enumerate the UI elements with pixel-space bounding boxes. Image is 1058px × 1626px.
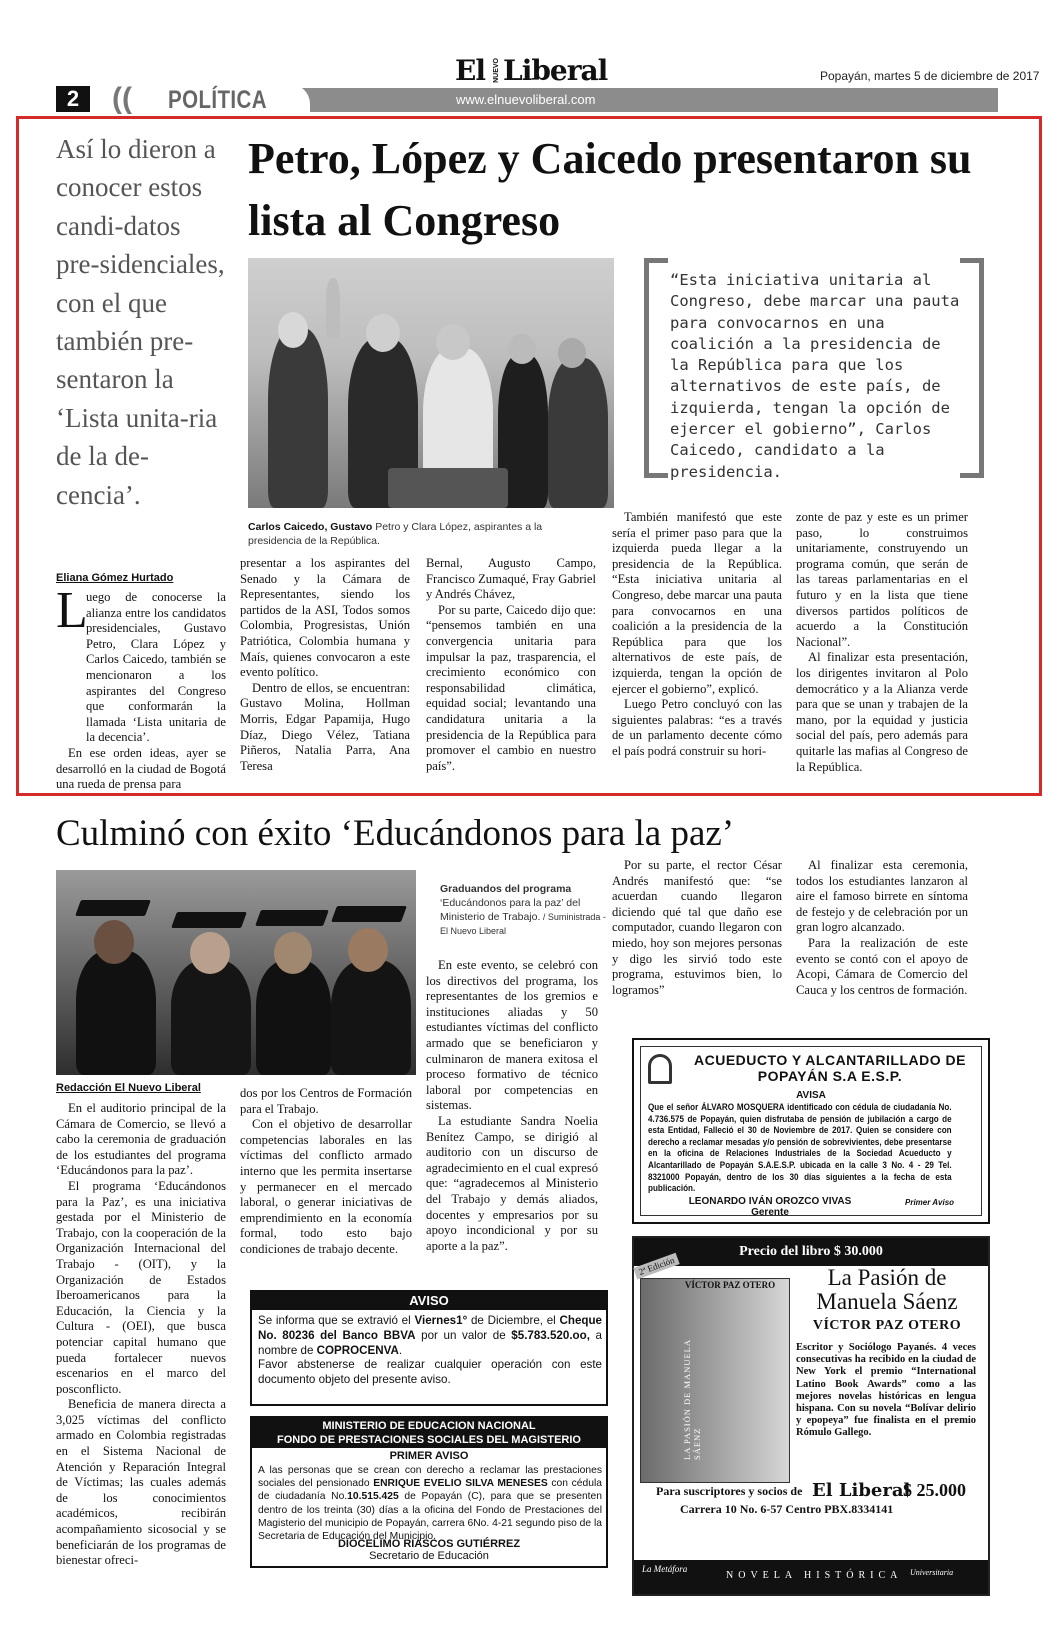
article2-headline: Culminó con éxito ‘Educándonos para la paz’ [56,813,735,854]
article1-column-3: Bernal, Augusto Campo, Francisco Zumaqué, Fray Gabriel y Andrés Chávez, Por su parte, Caicedo dijo que: “pensemos también en una convergencia unitaria para impulsar la paz, trasparencia, el crecimiento económico con responsabilidad climática, equidad social; levantando una candidatura unitaria a la presidencia de la República para promover el cambio en nuestro país”. [426,556,596,773]
book-cover-image [640,1278,790,1483]
publisher-logo-left: La Metáfora [642,1564,688,1574]
acueducto-title: ACUEDUCTO Y ALCANTARILLADO DE POPAYÁN S.A E.S.P. [694,1052,966,1084]
book-cover-author: VÍCTOR PAZ OTERO [684,1280,776,1290]
acueducto-aviso: AVISA [796,1090,826,1101]
book-subscriber-price: $ 25.000 [903,1480,966,1500]
article2-column-4: Por su parte, el rector César Andrés manifestó que: “se acuerdan cuando llegaron diciendo qué tal que daño ese computador, cuando llegaron con miedo, hoy son mejores personas y digo les sirvió todo este programa, estuvimos bien, lo logramos” [612,858,782,997]
logo-liberal: Liberal [503,54,608,87]
ministerio-subtitle: PRIMER AVISO [389,1450,469,1462]
article1-photo [248,258,614,508]
section-name: POLÍTICA [168,86,267,114]
article2-photo-caption: Graduandos del programa ‘Educándonos para la paz’ del Ministerio de Trabajo. / Suministrada - El Nuevo Liberal [440,883,606,936]
article2-column-2: dos por los Centros de Formación para el Trabajo. Con el objetivo de desarrollar competencias laborales en las víctimas del conflicto armado interno que les permita insertarse y permanecer en el mercado laboral, o generar iniciativas de emprendimiento en la economía formal, todo esto bajo condiciones de trabajo decente. [240,1086,412,1256]
book-address: Carrera 10 No. 6-57 Centro PBX.8334141 [680,1502,894,1516]
book-subscriber-text: Para suscriptores y socios de [656,1484,803,1498]
acueducto-logo-icon [648,1054,672,1084]
aviso-text: Se informa que se extravió el Viernes1° de Diciembre, el Cheque No. 80236 del Banco BBVA por un valor de $5.783.520.oo, a nombre de COPROCENVA. Favor abstenerse de realizar cualquier operación con este documento objeto del presente aviso. [258,1314,602,1387]
acueducto-primer-aviso: Primer Aviso [905,1198,955,1207]
book-price: Precio del libro $ 30.000 [634,1238,988,1266]
site-url[interactable]: www.elnuevoliberal.com [456,92,596,107]
dropcap: L [56,582,88,639]
book-genre: NOVELA HISTÓRICA [726,1570,903,1581]
article2-column-5: Al finalizar esta ceremonia, todos los estudiantes lanzaron al aire el famoso birrete en síntoma de festejo y de celebración por un gran logro alcanzado. Para la realización de este evento se contó con el apoyo de Acopi, Cámara de Comercio del Cauca y los centros de formación. [796,858,968,997]
ministerio-signature: DIOCELIMO RIASCOS GUTIÉRREZ Secretario de Educación [337,1538,521,1562]
book-subscriber-logo: El Liberal [812,1480,911,1501]
book-edition-badge: 2ª Edición [633,1253,680,1280]
book-description: Escritor y Sociólogo Payanés. 4 veces consecutivas ha recibido en la ciudad de New York el premio “International Latino Book Awards” como a las mejores novelas históricas en lengua hispana. Con su novela “Bolívar delirio y epopeya” fue finalista en el premio Rómulo Gallego. [796,1342,976,1439]
article2-column-1: En el auditorio principal de la Cámara de Comercio, se llevó a cabo la ceremonia de graduación de los estudiantes del programa ‘Educándonos para la paz’. El programa ‘Educándonos para la Paz’, es una iniciativa gestada por el Ministerio de Trabajo, con la cooperación de la Organización Internacional del Trabajo - (OIT), y la Organización de Estados Iberoamericanos para la Educación, la Ciencia y la Cultura - (OEI), que busca potenciar capital humano que pueda fortalecer nuevos escenarios en el marco del posconflicto. Beneficia de manera directa a 3,025 víctimas del conflicto armado en Colombia registradas en el Sistema Nacional de Atención y Reparación Integral de Víctimas; las cuales además de los conocimientos académicos, recibirán acompañamiento sicosocial y se beneficiarán de los programas de bienestar ofreci- [56,1101,226,1568]
article1-column-5: zonte de paz y este es un primer paso, lo construimos unitariamente, construyendo un programa común, que serán de las tareas parlamentarias en el futuro y en la lista que tiene diversos partidos políticos de acuerdo a la Constitución Nacional”. Al finalizar esta presentación, los dirigentes invitaron al Polo democrático y a la Alianza verde para que se unan y trabajen de la mano, por la equidad y justicia social del país, pero además para quitarle las mafias al Congreso de la República. [796,510,968,774]
article1-column-2: presentar a los aspirantes del Senado y la Cámara de Representantes, siendo los partidos de la ASI, Todos somos Colombia, Progresistas, Unión Patriótica, Colombia humana y Maís, quienes convocaron a este evento político. Dentro de ellos, se encuentran: Gustavo Molina, Hollman Morris, Edgar Papamija, Hugo Díaz, Diego Vélez, Tatiana Piñeros, Natalia Parra, Ana Teresa [240,556,410,773]
article2-column-3: En este evento, se celebró con los directivos del programa, los representantes de los gremios e instituciones aliadas y 50 estudiantes víctimas del conflicto armado que se beneficiaron y culminaron de manera exitosa el proceso formativo de técnico laboral por competencias en sistemas. La estudiante Sandra Noelia Benítez Campo, se dirigió al auditorio con un discurso de agradecimiento en el cual expresó que: “agradecemos al Ministerio del Trabajo y demás aliados, docentes y empresarios por su apoyo incondicional y por su aporte a la paz”. [426,958,598,1253]
page-number: 2 [56,86,90,112]
aviso-title: AVISO [252,1292,606,1310]
article1-column-4: También manifestó que este sería el primer paso para que la izquierda pueda llegar a la presidencia de la República. “Esta iniciativa unitaria al Congreso, debe marcar una pauta para convocarnos en una coalición a la presidencia de la República para que los alternativos de este país, de izquierda, tengan la opción de ejercer el gobierno”, explicó. Luego Petro concluyó con las siguientes palabras: “es a través de un parlamento decente cómo el país podrá construir su hori- [612,510,782,758]
book-cover-title: LA PASIÓN DE MANUELA SÁENZ [682,1339,702,1460]
publisher-logo-right: Universitaria [910,1568,954,1577]
pull-quote-text: “Esta iniciativa unitaria al Congreso, debe marcar una pauta para convocarnos en una coalición a la presidencia de la República para que los alternativos de este país, de izquierda, tengan la opción de ejercer el gobierno”, Carlos Caicedo, candidato a la presidencia. [670,271,960,481]
article1-column-1: uego de conocerse la alianza entre los candidatos presidenciales, Gustavo Petro, Clara López y Carlos Caicedo, también se mencionaron a los aspirantes del Congreso que conformarán la llamada ‘Lista unitaria de la decencia’. En ese orden ideas, ayer se desarrolló en la ciudad de Bogotá una rueda de prensa para [56,590,226,792]
logo-nuevo: NUEVO [493,58,500,83]
article1-kicker: Así lo dieron a conocer estos candi-datos pre-sidenciales, con el que también pre-sentaron la ‘Lista unita-ria de la de-cencia’. [56,134,225,510]
ministerio-title: MINISTERIO DE EDUCACION NACIONAL FONDO DE PRESTACIONES SOCIALES DEL MAGISTERIO [252,1418,606,1448]
article1-headline: Petro, López y Caicedo presentaron su lista al Congreso [248,134,972,245]
article2-byline: Redacción El Nuevo Liberal [56,1082,201,1094]
logo-el: El [455,54,485,87]
section-bar [300,88,998,112]
ministerio-text: A las personas que se crean con derecho a reclamar las prestaciones sociales del pensionado ENRIQUE EVELIO SILVA MENESES con cédula de ciudadanía No.10.515.425 de Popayán (C), para que se presenten dentro de los treinta (30) días a la oficina del Fondo de Prestaciones del Magisterio del municipio de Popayán, carrera 6No. 4-21 segundo piso de la Secretaria de Educación del Municipio. [258,1465,603,1543]
book-title: La Pasión de Manuela Sáenz [816,1265,958,1314]
book-author: VÍCTOR PAZ OTERO [812,1318,962,1333]
section-ornament-icon: (( [112,82,132,115]
issue-date: Popayán, martes 5 de diciembre de 2017 [820,69,1040,83]
article2-photo [56,870,416,1075]
bracket-left-icon [644,258,668,478]
article1-byline: Eliana Gómez Hurtado [56,572,174,584]
acueducto-text: Que el señor ÁLVARO MOSQUERA identificado con cédula de ciudadanía No. 4.736.575 de Popayán, quien disfrutaba de pensión de jubilación a cargo de esta Entidad, Falleció el 30 de Noviembre de 2017. Quien se considere con derecho a reclamar mesadas y/o pensión de sobrevivientes, debe presentarse en la oficina de Relaciones Industriales de la Sociedad Acueducto y Alcantarillado de Popayán S.A.E.S.P. ubicada en la calle 3 No. 4 - 29 Tel. 8321000 Popayán, dentro de los 30 días siguientes a la fecha de esta publicación. [648,1102,952,1194]
acueducto-signature: LEONARDO IVÁN OROZCO VIVAS Gerente [688,1196,852,1218]
article1-photo-caption: Carlos Caicedo, Gustavo Petro y Clara López, aspirantes a la presidencia de la República. [248,521,543,547]
